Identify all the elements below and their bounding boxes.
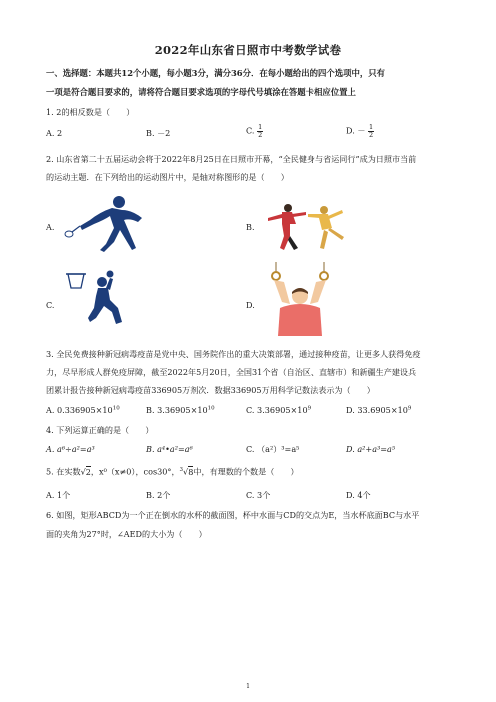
figure-skating-pair-icon	[262, 202, 352, 254]
exam-title: 2022年山东省日照市中考数学试卷	[154, 43, 342, 57]
q5-option-a: A. 1个	[46, 490, 71, 500]
q2-option-b-label: B.	[246, 222, 255, 232]
q4-option-d: D. a²+a³=a⁵	[346, 444, 396, 454]
section-instructions-line2: 一项是符合题目要求的，请将符合题目要求选项的字母代号填涂在答题卡相应位置上	[46, 87, 356, 97]
q2-option-c-label: C.	[46, 300, 55, 310]
q5-option-c: C. 3个	[246, 490, 271, 500]
q4-stem: 4. 下列运算正确的是（ ）	[46, 425, 154, 435]
q1-option-a: A. 2	[46, 128, 63, 138]
q5-option-d: D. 4个	[346, 490, 371, 500]
q3-option-c: C. $3.36905\times 10^9$	[246, 405, 312, 415]
gymnastics-rings-icon	[262, 262, 340, 336]
q3-stem-line1: 3. 全民免费接种新冠病毒疫苗是党中央、国务院作出的重大决策部署，通过接种疫苗，让更多人获得免疫	[46, 349, 421, 359]
q3-stem-line3: 团累计报告接种新冠病毒疫苗336905万剂次．数据336905万用科学记数法表示为（ ）	[46, 385, 375, 395]
q2-option-d-label: D.	[246, 300, 255, 310]
q3-option-b: B. $3.36905\times 10^{10}$	[146, 405, 215, 415]
q1-option-c: C. $\frac{1}{2}$	[246, 123, 263, 139]
q2-stem-line2: 的运动主题．在下列给出的运动图片中，是轴对称图形的是（ ）	[46, 172, 289, 182]
q3-stem-line2: 力，尽早形成人群免疫屏障，截至2022年5月20日，全国31个省（自治区、直辖市）和新疆生产建设兵	[46, 367, 417, 377]
fraction-one-half: $\frac{1}{2}$	[369, 123, 374, 139]
cube-root-symbol: √	[183, 466, 189, 477]
page-number: 1	[246, 683, 250, 690]
q4-option-b: B. a⁴•a²=a⁶	[146, 444, 193, 454]
q2-stem-line1: 2. 山东省第二十五届运动会将于2022年8月25日在日照市开幕，“全民健身与省运同行”成为日照市当前	[46, 154, 417, 164]
q4-option-a: A. a⁶÷a²=a³	[46, 444, 95, 454]
q3-option-a: A. $0.336905\times 10^{10}$	[46, 405, 120, 415]
q1-stem: 1. 2的相反数是（ ）	[46, 107, 135, 117]
q1-option-d: D. － $\frac{1}{2}$	[346, 123, 374, 139]
basketball-player-icon	[60, 268, 130, 332]
badminton-player-icon	[60, 192, 150, 254]
q5-option-b: B. 2个	[146, 490, 171, 500]
section-instructions-line1: 一、选择题：本题共12个小题，每小题3分，满分36分．在每小题给出的四个选项中，只有	[46, 68, 386, 78]
sqrt-symbol: √	[80, 466, 86, 477]
q1-option-b: B. －2	[146, 128, 171, 138]
q4-option-c: C. （a²）³=a⁵	[246, 444, 300, 454]
q5-stem: 5. 在实数√2，x⁰（x≠0），cos30°，$^3$√8中，有理数的个数是（ ）	[46, 466, 299, 477]
q6-stem-line2: 面的夹角为27°时，∠AED的大小为（ ）	[46, 529, 207, 539]
q2-option-a-label: A.	[46, 222, 55, 232]
fraction-one-half: $\frac{1}{2}$	[258, 123, 263, 139]
q3-option-d: D. $33.6905\times 10^9$	[346, 405, 412, 415]
q6-stem-line1: 6. 如图，矩形ABCD为一个正在倒水的水杯的截面图，杯中水面与CD的交点为E，当水杯底面BC与水平	[46, 510, 420, 520]
